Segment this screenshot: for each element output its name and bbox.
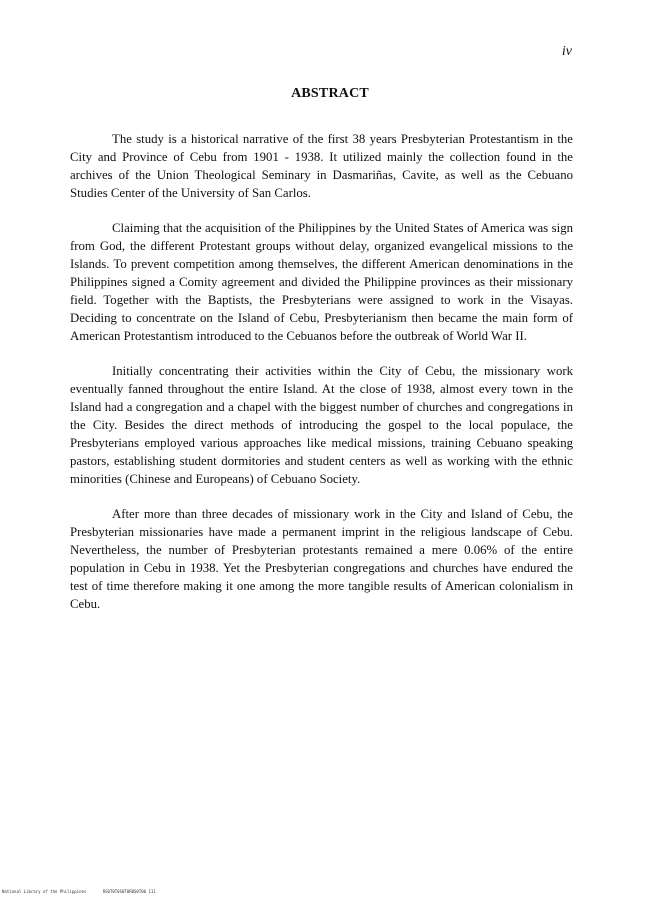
abstract-body — [70, 130, 573, 630]
page-title: ABSTRACT — [291, 86, 369, 101]
footer-stamp — [2, 889, 156, 894]
paragraph-1: The study is a historical narrative of the first 38 years Presbyterian Protestantism in the City and Province of Cebu from 1901 - 1938. It utilized mainly the collection found in the archives of the Union Theological Seminary in Dasmariñas, Cavite, as well as the Cebuano Studies Center of the University of San Carlos. — [70, 132, 573, 200]
paragraph-4: After more than three decades of missionary work in the City and Island of Cebu, the Presbyterian missionaries have made a permanent imprint in the religious landscape of Cebu. Nevertheless, the number of Presbyterian protestants remained a mere 0.06% of the entire population in Cebu in 1938. Yet the Presbyterian congregations and churches have endured the test of time therefore making it one among the more tangible results of American colonialism in Cebu. — [70, 507, 573, 611]
paragraph-3: Initially concentrating their activities within the City of Cebu, the missionary work eventually fanned throughout the entire Island. At the close of 1938, almost every town in the Island had a congregation and a chapel with the biggest number of churches and congregations in the City. Besides the direct methods of introducing the gospel to the local populace, the Presbyterians employed various approaches like medical missions, training Cebuano speaking pastors, establishing student dormitories and student centers as well as working with the ethnic minorities (Chinese and Europeans) of Cebuano Society. — [70, 364, 573, 486]
footer-code: RS0T0T0S0T0R0S0T00 111 — [102, 889, 156, 894]
footer-library: National Library of the Philippines — [2, 889, 87, 894]
page-number: iv — [561, 44, 572, 59]
paragraph-2: Claiming that the acquisition of the Philippines by the United States of America was sign from God, the different Protestant groups without delay, organized evangelical missions to the Islands. To prevent competition among themselves, the different American denominations in the Philippines signed a Comity agreement and divided the Philippine provinces as their missionary field. Together with the Baptists, the Presbyterians were assigned to work in the Visayas. Deciding to concentrate on the Island of Cebu, Presbyterianism then became the main form of American Protestantism introduced to the Cebuanos before the outbreak of World War II. — [70, 221, 573, 343]
